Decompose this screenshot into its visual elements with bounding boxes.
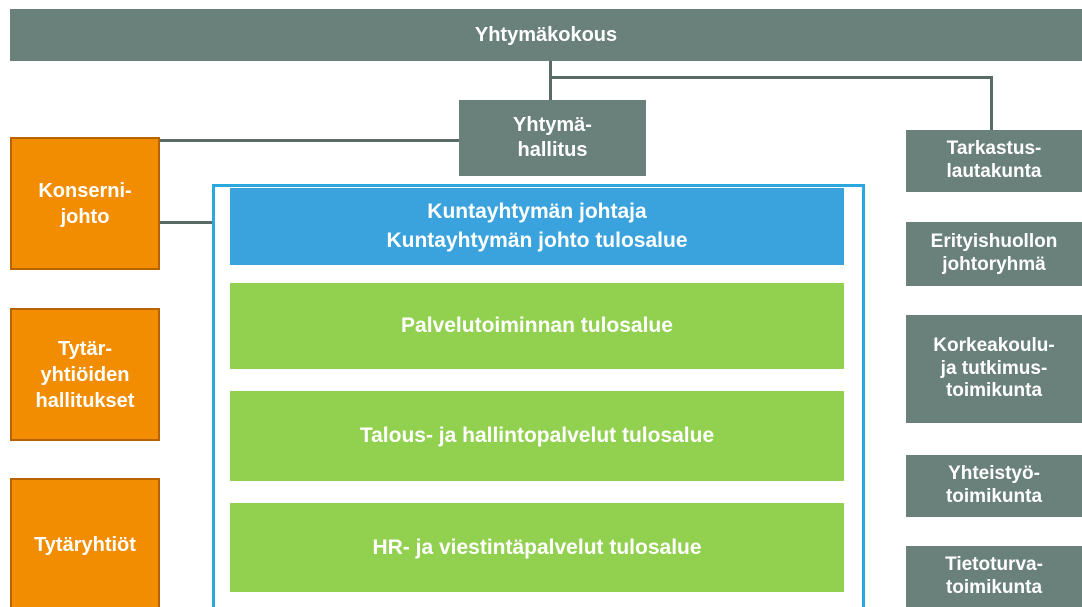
audit-committee-box (906, 130, 1082, 192)
cooperation-committee-label: Yhteistyö- toimikunta (945, 463, 1043, 507)
data-security-committee-box (906, 546, 1082, 607)
board-box (459, 100, 646, 176)
special-care-group-label: Erityishuollon johtoryhmä (930, 231, 1058, 275)
result-area-finance-admin-label: Talous- ja hallintopalvelut tulosalue (359, 424, 715, 447)
subsidiary-boards-label: Tytär- yhtiöiden hallitukset (35, 337, 135, 412)
result-area-hr-communications-box (230, 503, 844, 592)
general-assembly-label: Yhtymäkokous (474, 23, 618, 46)
group-management-box (10, 137, 160, 270)
subsidiaries-label: Tytäryhtiöt (34, 533, 136, 556)
group-management-label: Konserni- johto (38, 179, 132, 228)
university-research-committee-label: Korkeakoulu- ja tutkimus- toimikunta (933, 334, 1055, 402)
data-security-committee-label: Tietoturva- toimikunta (945, 553, 1043, 598)
connector-board-to-group-mgmt (158, 139, 462, 142)
general-assembly-box (10, 9, 1082, 61)
result-area-hr-communications-label: HR- ja viestintäpalvelut tulosalue (372, 535, 702, 559)
connector-top-stem (549, 60, 552, 102)
university-research-committee-box (906, 315, 1082, 423)
connector-audit-stem (990, 76, 993, 132)
board-label: Yhtymä- hallitus (513, 114, 592, 161)
result-area-services-label: Palvelutoiminnan tulosalue (401, 314, 673, 337)
director-box (230, 188, 844, 265)
director-label: Kuntayhtymän johtaja Kuntayhtymän johto tulosalue (386, 200, 688, 252)
connector-top-to-audit-horizontal (549, 76, 993, 79)
subsidiaries-box (10, 478, 160, 607)
result-area-finance-admin-box (230, 391, 844, 481)
subsidiary-boards-box (10, 308, 160, 441)
audit-committee-label: Tarkastus- lautakunta (946, 138, 1042, 182)
cooperation-committee-box (906, 455, 1082, 517)
special-care-group-box (906, 222, 1082, 286)
result-area-services-box (230, 283, 844, 369)
